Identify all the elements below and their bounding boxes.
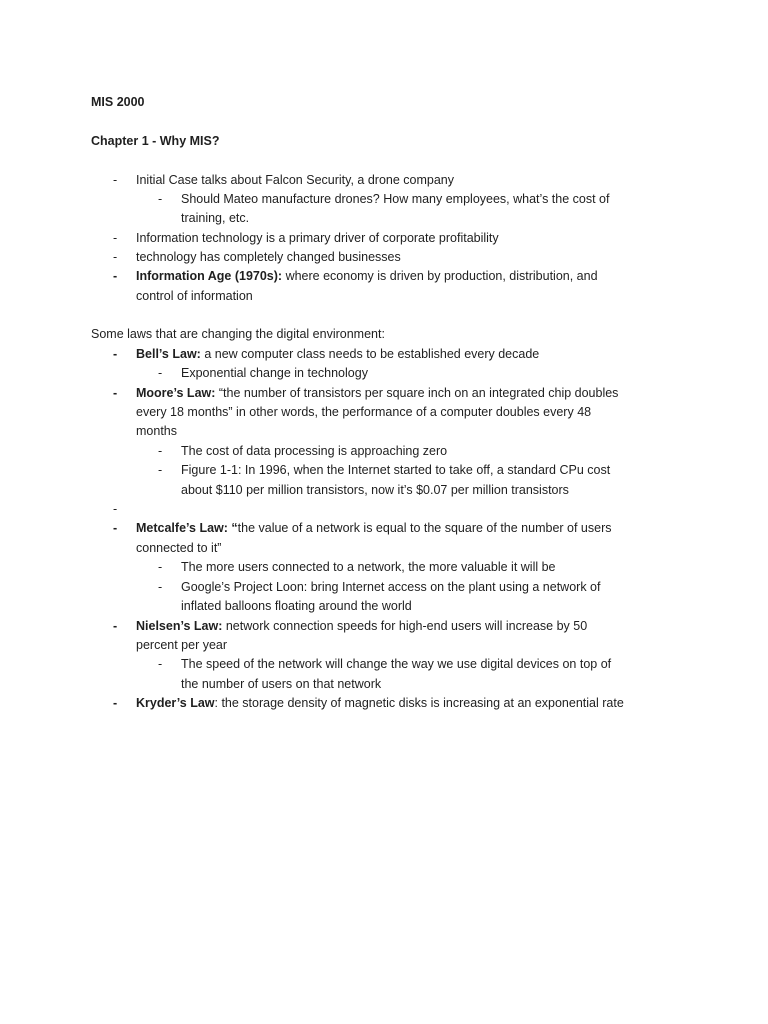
bullet-dash: - [113,696,118,710]
list-item-bells-sub: Exponential change in technology [181,366,368,380]
list-item-info-age [136,268,598,284]
term-metcalfes-law: Metcalfe’s Law: “ [136,521,238,535]
term-bells-law: Bell’s Law: [136,347,201,361]
term-nielsens-law: Nielsen’s Law: [136,619,223,633]
list-item-nielsens-law [136,618,587,634]
bullet-dash: - [158,580,163,594]
list-item-moores-sub: The cost of data processing is approaching zero [181,444,448,458]
bullet-dash: - [158,657,163,671]
bullet-dash: - [158,366,163,380]
def-moores-law: “the number of transistors per square inch on an integrated chip doubles [215,386,619,400]
bullet-dash: - [158,444,163,458]
list-item-tech-changed: technology has completely changed businesses [136,250,401,264]
list-item-metcalfes-sub: The more users connected to a network, the more valuable it will be [181,560,556,574]
bullet-dash: - [113,347,118,361]
empty-bullet-dash: - [113,502,118,516]
def-bells-law: a new computer class needs to be established every decade [200,347,540,361]
bullet-dash: - [113,386,118,400]
def-nielsens-law: network connection speeds for high-end users will increase by 50 [222,619,588,633]
course-title: MIS 2000 [91,95,145,109]
bullet-dash: - [113,231,118,245]
list-item-metcalfes-law-cont: connected to it” [136,541,222,555]
def-kryders-law: : the storage density of magnetic disks is increasing at an exponential rate [214,696,624,710]
bullet-dash: - [113,173,118,187]
def-metcalfes-law: the value of a network is equal to the square of the number of users [237,521,612,535]
list-item-nielsens-law-cont: percent per year [136,638,228,652]
list-item-metcalfes-law [136,520,612,536]
term-kryders-law: Kryder’s Law [136,696,215,710]
bullet-dash: - [158,463,163,477]
chapter-heading: Chapter 1 - Why MIS? [91,134,220,148]
list-item-kryders-law [136,695,624,711]
list-item-nielsens-sub-cont: the number of users on that network [181,677,382,691]
laws-intro: Some laws that are changing the digital environment: [91,327,385,341]
list-item-moores-law-cont: months [136,424,177,438]
list-item-it-driver: Information technology is a primary driver of corporate profitability [136,231,499,245]
list-item-metcalfes-sub-cont: inflated balloons floating around the world [181,599,412,613]
list-item-case-sub: Should Mateo manufacture drones? How many employees, what’s the cost of [181,192,610,206]
list-item-moores-sub: Figure 1-1: In 1996, when the Internet started to take off, a standard CPu cost [181,463,611,477]
bullet-dash: - [113,619,118,633]
list-item-metcalfes-sub: Google’s Project Loon: bring Internet access on the plant using a network of [181,580,601,594]
term-moores-law: Moore’s Law: [136,386,216,400]
term-info-age: Information Age (1970s): [136,269,283,283]
bullet-dash: - [113,250,118,264]
list-item-case: Initial Case talks about Falcon Security, a drone company [136,173,454,187]
bullet-dash: - [113,269,118,283]
bullet-dash: - [158,560,163,574]
list-item-nielsens-sub: The speed of the network will change the way we use digital devices on top of [181,657,612,671]
list-item-info-age-cont: control of information [136,289,253,303]
list-item-moores-sub-cont: about $110 per million transistors, now it’s $0.07 per million transistors [181,483,569,497]
list-item-moores-law [136,385,618,401]
bullet-dash: - [158,192,163,206]
def-info-age: where economy is driven by production, distribution, and [282,269,598,283]
list-item-moores-law-cont: every 18 months” in other words, the performance of a computer doubles every 48 [136,405,592,419]
list-item-bells-law [136,346,539,362]
bullet-dash: - [113,521,118,535]
list-item-case-sub-cont: training, etc. [181,211,250,225]
